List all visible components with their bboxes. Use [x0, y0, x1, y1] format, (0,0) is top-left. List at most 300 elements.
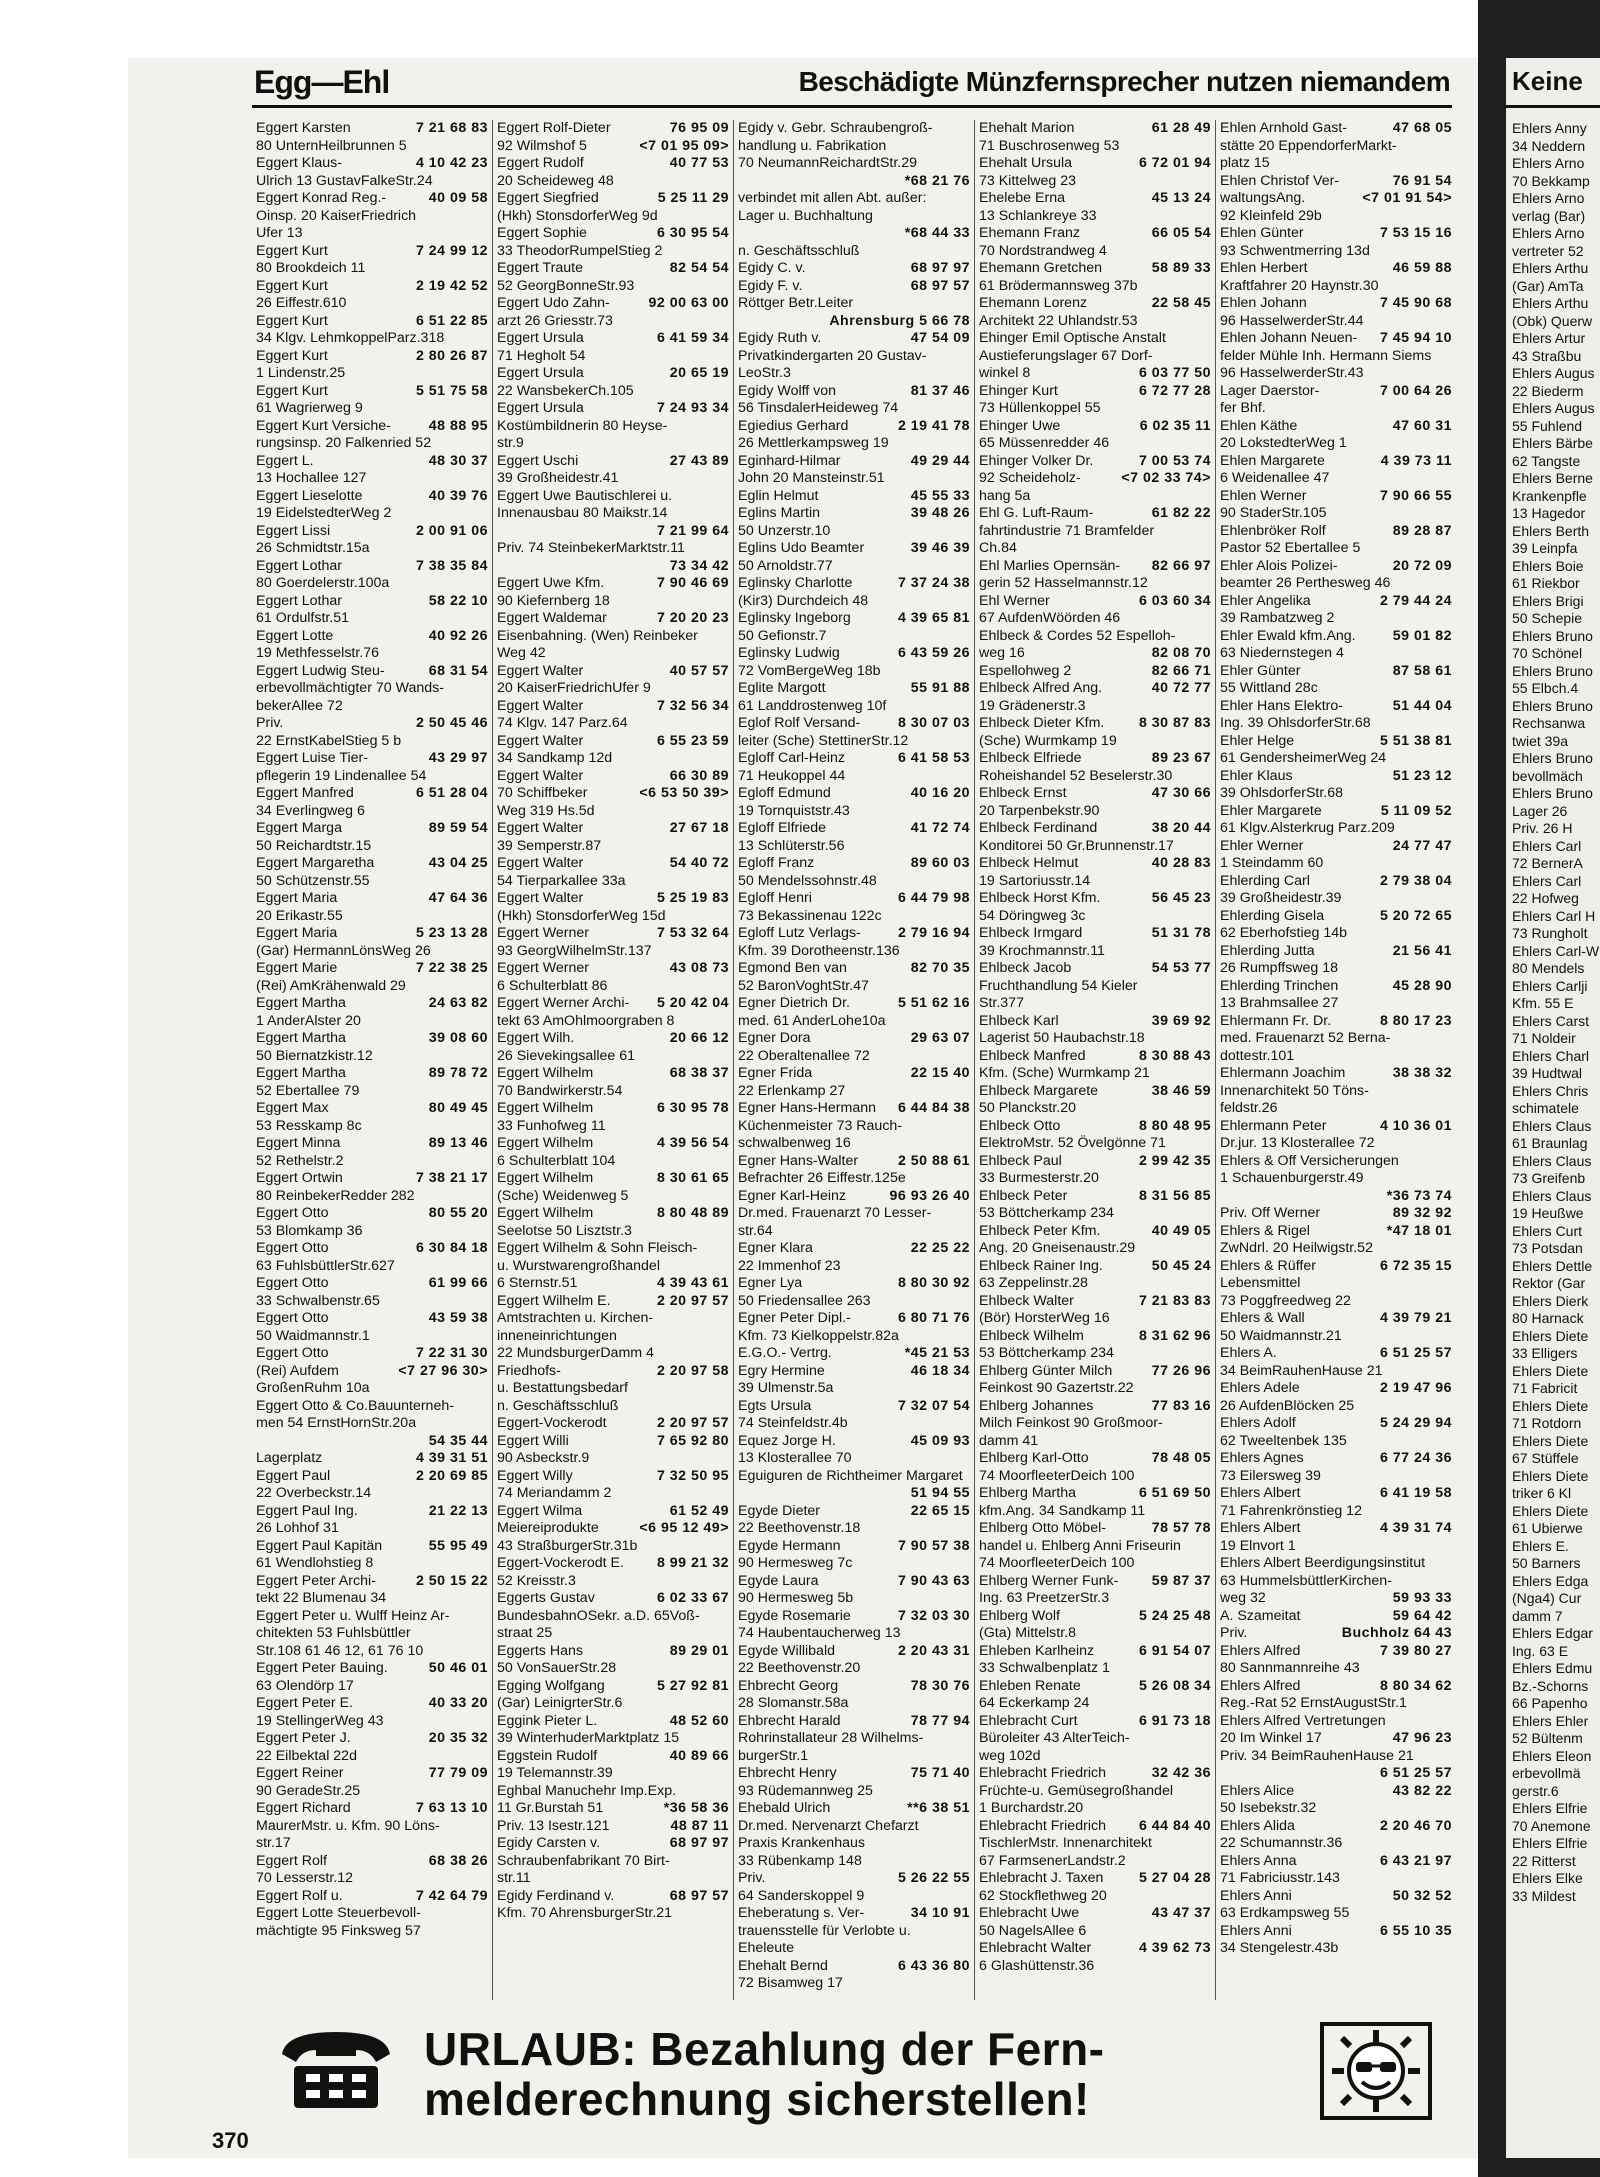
listing-phone-number: 21 22 13 — [428, 1502, 488, 1519]
listing-name: 90 GeradeStr.25 — [256, 1782, 361, 1799]
listing-name: 61 Ordulfstr.51 — [256, 610, 350, 626]
listing-phone-number: 82 66 71 — [1151, 662, 1211, 679]
listing-name: Ehlers Agnes — [1220, 1450, 1304, 1466]
listing-entry — [738, 733, 970, 751]
listing-name: 22 Beethovenstr.20 — [738, 1660, 861, 1676]
next-page-entry: Ehlers Bruno — [1512, 697, 1593, 714]
listing-entry — [1220, 575, 1452, 593]
listing-name: Ehinger Emil Optische Anstalt — [979, 330, 1166, 346]
listing-entry — [256, 190, 488, 208]
vacation-notice — [424, 2024, 1105, 2124]
listing-entry — [979, 1520, 1211, 1538]
listing-entry — [738, 225, 970, 243]
listing-name: 50 Friedensallee 263 — [738, 1292, 871, 1309]
listing-name: Ehinger Kurt — [979, 382, 1058, 399]
listing-phone-number: 7 20 20 23 — [656, 610, 729, 626]
listing-phone-number: 50 46 01 — [428, 1660, 488, 1676]
listing-entry — [497, 1293, 729, 1311]
listing-phone-number: 51 44 04 — [1392, 697, 1452, 714]
listing-name: Eggert Marie — [256, 960, 338, 976]
listing-phone-number: 43 82 22 — [1392, 1782, 1452, 1799]
listing-phone-number: 7 00 64 26 — [1379, 382, 1452, 399]
listing-phone-number: 2 20 97 58 — [656, 1362, 729, 1379]
listing-entry — [1220, 698, 1452, 716]
listing-entry — [256, 1310, 488, 1328]
listing-name: Egyde Hermann — [738, 1537, 841, 1554]
listing-phone-number: 6 80 71 76 — [897, 1310, 970, 1326]
next-page-entry: 73 Rungholt — [1512, 925, 1588, 941]
listing-name: Eggert Otto — [256, 1205, 329, 1221]
listing-entry — [979, 1065, 1211, 1083]
listing-entry — [979, 1818, 1211, 1836]
listing-name: Egner Klara — [738, 1240, 813, 1256]
listing-phone-number: 8 80 48 95 — [1138, 1117, 1211, 1134]
listing-entry — [738, 453, 970, 471]
listing-entry — [1220, 663, 1452, 681]
listing-entry — [979, 1590, 1211, 1608]
listing-phone-number: 89 29 01 — [669, 1642, 729, 1659]
listing-name: 6 Weidenallee 47 — [1220, 470, 1330, 486]
listing-entry — [497, 155, 729, 173]
next-page-rule — [1506, 105, 1600, 108]
listing-name: 33 Schwalbenstr.65 — [256, 1292, 380, 1309]
listing-name: Dr.jur. 13 Klosterallee 72 — [1220, 1135, 1375, 1151]
listing-entry — [497, 453, 729, 471]
listing-phone-number: 76 95 09 — [669, 120, 729, 136]
next-page-strip — [1506, 58, 1600, 2158]
listing-entry — [738, 1293, 970, 1311]
next-page-entry: Ehlers Boie — [1512, 557, 1584, 574]
listing-phone-number: 46 59 88 — [1392, 260, 1452, 276]
listing-entry — [1220, 1503, 1452, 1521]
listing-entry — [1220, 1205, 1452, 1223]
listing-name: 13 Brahmsallee 27 — [1220, 995, 1339, 1011]
listing-entry — [1220, 523, 1452, 541]
listing-entry — [497, 558, 729, 576]
page-header — [128, 58, 1478, 102]
listing-name: Ufer 13 — [256, 225, 303, 241]
listing-phone-number: 27 43 89 — [669, 452, 729, 469]
listing-phone-number: 7 39 80 27 — [1379, 1642, 1452, 1659]
listing-entry — [1220, 593, 1452, 611]
listing-name: beamter 26 Perthesweg 46 — [1220, 575, 1391, 591]
listing-name: Ehlerding Jutta — [1220, 942, 1315, 959]
listing-phone-number: 5 25 19 83 — [656, 890, 729, 906]
next-page-entry: twiet 39a — [1512, 732, 1569, 749]
listing-entry — [1220, 208, 1452, 226]
listing-entry — [738, 1240, 970, 1258]
listing-name: 90 StaderStr.105 — [1220, 505, 1327, 521]
listing-entry — [979, 680, 1211, 698]
listing-entry — [497, 1520, 729, 1538]
listing-entry — [738, 698, 970, 716]
listing-entry — [738, 873, 970, 891]
listing-name: fahrtindustrie 71 Bramfelder — [979, 522, 1155, 539]
listing-entry — [1220, 138, 1452, 156]
listing-phone-number: 5 26 22 55 — [897, 1870, 970, 1886]
listing-entry — [256, 628, 488, 646]
listing-entry — [497, 1363, 729, 1381]
listing-entry — [497, 1328, 729, 1346]
listing-entry — [738, 820, 970, 838]
listing-entry — [738, 1923, 970, 1941]
listing-name: (Hkh) StonsdorferWeg 9d — [497, 207, 658, 224]
listing-name: 20 Tarpenbekstr.90 — [979, 802, 1100, 819]
listing-name: Ehlbeck Peter Kfm. — [979, 1222, 1101, 1239]
listing-entry — [256, 1118, 488, 1136]
listing-name: Eggert Konrad Reg.- — [256, 190, 387, 206]
listing-name: Ehlen Käthe — [1220, 417, 1298, 434]
listing-entry — [497, 208, 729, 226]
listing-entry — [738, 330, 970, 348]
listing-column-4 — [975, 120, 1216, 2000]
listing-name: 90 Hermesweg 7c — [738, 1555, 853, 1571]
listing-entry — [1220, 1468, 1452, 1486]
listing-entry — [256, 943, 488, 961]
listing-name: (Kir3) Durchdeich 48 — [738, 592, 869, 609]
listing-name: 26 AufdenBlöcken 25 — [1220, 1397, 1355, 1414]
listing-entry — [1220, 1275, 1452, 1293]
listing-entry — [256, 383, 488, 401]
listing-entry — [1220, 190, 1452, 208]
listing-name: 92 Scheideholz- — [979, 470, 1081, 486]
listing-entry — [256, 1643, 488, 1661]
listing-phone-number: 22 65 15 — [910, 1502, 970, 1519]
listing-entry — [738, 1223, 970, 1241]
next-page-entry: Ehlers Arno — [1512, 225, 1585, 241]
next-page-entry: (Nga4) Cur — [1512, 1590, 1582, 1606]
listing-name: Ehlbeck Wilhelm — [979, 1327, 1084, 1344]
listing-name: 93 GeorgWilhelmStr.137 — [497, 942, 652, 959]
next-page-entry: 22 Ritterst — [1512, 1852, 1576, 1869]
listing-phone-number: 59 93 33 — [1392, 1590, 1452, 1606]
listing-name: Schraubenfabrikant 70 Birt- — [497, 1852, 670, 1869]
listing-name: Ehbrecht Henry — [738, 1765, 837, 1781]
listing-name: Eggert Kurt Versiche- — [256, 417, 391, 434]
listing-entry — [738, 680, 970, 698]
listing-name: 80 Sannmannreihe 43 — [1220, 1660, 1360, 1676]
listing-entry — [738, 1415, 970, 1433]
listing-entry — [1220, 1240, 1452, 1258]
listing-name: Ehlbeck Walter — [979, 1292, 1074, 1309]
listing-name: 70 NeumannReichardtStr.29 — [738, 155, 918, 171]
listing-name: 74 MoorfleeterDeich 100 — [979, 1555, 1135, 1571]
listing-entry — [979, 1030, 1211, 1048]
listing-name: Egidy Carsten v. — [497, 1835, 601, 1851]
listing-entry — [979, 733, 1211, 751]
listing-entry — [979, 663, 1211, 681]
listing-entry — [256, 1048, 488, 1066]
listing-entry — [738, 208, 970, 226]
listing-entry — [256, 1363, 488, 1381]
listing-entry — [1220, 943, 1452, 961]
next-page-entry: Ehlers Dettle — [1512, 1257, 1593, 1274]
listing-phone-number: 76 91 54 — [1392, 172, 1452, 189]
listing-entry — [497, 1573, 729, 1591]
listing-name: Ehlen Arnhold Gast- — [1220, 120, 1347, 136]
listing-phone-number: 47 30 66 — [1151, 785, 1211, 801]
listing-entry — [738, 488, 970, 506]
listing-name: Eggert Margaretha — [256, 855, 375, 871]
listing-entry — [497, 243, 729, 261]
listing-name: Eggert Richard — [256, 1800, 351, 1816]
listing-name: Eggert Rolf-Dieter — [497, 120, 611, 136]
listing-name: Ehlers & Rüffer — [1220, 1257, 1316, 1274]
listing-phone-number: 20 72 09 — [1392, 557, 1452, 574]
listing-entry — [497, 523, 729, 541]
listing-phone-number: 6 03 77 50 — [1138, 365, 1211, 381]
listing-phone-number: 2 20 46 70 — [1379, 1817, 1452, 1834]
listing-entry — [256, 680, 488, 698]
listing-name: bekerAllee 72 — [256, 697, 343, 714]
listing-name: Ehlers Alida — [1220, 1817, 1295, 1834]
listing-entry — [497, 225, 729, 243]
listing-phone-number: 2 20 97 57 — [656, 1415, 729, 1431]
listing-entry — [979, 1258, 1211, 1276]
listing-entry — [1220, 925, 1452, 943]
listing-name: Ehl Marlies Opernsän- — [979, 557, 1121, 574]
listing-name: 67 FarmsenerLandstr.2 — [979, 1852, 1126, 1869]
listing-phone-number: 8 30 07 03 — [897, 715, 970, 731]
listing-entry — [256, 1853, 488, 1871]
listing-name: Lebensmittel — [1220, 1275, 1301, 1291]
next-page-entry: Rektor (Gar — [1512, 1275, 1586, 1291]
listing-name: Egloff Franz — [738, 855, 815, 871]
listing-entry — [497, 960, 729, 978]
listing-entry — [256, 820, 488, 838]
next-page-entry: 71 Noldeir — [1512, 1030, 1576, 1046]
listing-entry — [256, 1013, 488, 1031]
listing-phone-number: 7 21 68 83 — [415, 120, 488, 136]
listing-entry — [256, 645, 488, 663]
next-page-entry: 62 Tangste — [1512, 452, 1581, 469]
next-page-entry: damm 7 — [1512, 1607, 1563, 1624]
listing-name: Küchenmeister 73 Rauch- — [738, 1117, 903, 1134]
listing-entry — [738, 663, 970, 681]
listing-name: 33 TheodorRumpelStieg 2 — [497, 242, 663, 259]
listing-phone-number: 7 22 31 30 — [415, 1345, 488, 1361]
listing-name: LeoStr.3 — [738, 365, 791, 381]
listing-entry — [738, 1153, 970, 1171]
listing-entry — [1220, 1380, 1452, 1398]
listing-name: Egts Ursula — [738, 1397, 812, 1414]
listing-name: Eggert Otto & Co.Bauunterneh- — [256, 1397, 454, 1414]
listing-entry — [738, 1398, 970, 1416]
listing-entry — [497, 278, 729, 296]
listing-name: Equez Jorge H. — [738, 1432, 836, 1449]
next-page-entry: Kfm. 55 E — [1512, 995, 1574, 1011]
next-page-entry: Ing. 63 E — [1512, 1642, 1569, 1659]
listing-entry — [1220, 1135, 1452, 1153]
listing-name: 50 Waidmannstr.21 — [1220, 1327, 1342, 1344]
listing-name: Lagerplatz — [256, 1450, 323, 1466]
listing-name: Röttger Betr.Leiter — [738, 295, 854, 311]
listing-phone-number: 5 20 72 65 — [1379, 907, 1452, 924]
listing-name: Dr.med. Nervenarzt Chefarzt — [738, 1817, 919, 1834]
listing-name: schwalbenweg 16 — [738, 1135, 851, 1151]
listing-name: 39 WinterhuderMarktplatz 15 — [497, 1730, 680, 1746]
listing-phone-number: 6 30 95 78 — [656, 1100, 729, 1116]
listing-entry — [738, 1275, 970, 1293]
listing-name: Ehler Hans Elektro- — [1220, 697, 1344, 714]
listing-name: Ch.84 — [979, 540, 1017, 556]
listing-name: waltungsAng. — [1220, 190, 1306, 206]
listing-entry — [497, 400, 729, 418]
listing-entry — [497, 1310, 729, 1328]
listing-entry — [1220, 1520, 1452, 1538]
listing-name: 6 Schulterblatt 86 — [497, 977, 608, 994]
listing-name: Amtstrachten u. Kirchen- — [497, 1310, 654, 1326]
listing-entry — [738, 890, 970, 908]
next-page-entry: 61 Braunlag — [1512, 1135, 1588, 1151]
listing-phone-number: 40 89 66 — [669, 1747, 729, 1764]
listing-name: 96 HasselwerderStr.44 — [1220, 312, 1364, 329]
listing-entry — [979, 1800, 1211, 1818]
listing-entry — [497, 1450, 729, 1468]
listing-entry — [1220, 1083, 1452, 1101]
listing-name: 61 Wendlohstieg 8 — [256, 1555, 374, 1571]
next-page-entry: Ehlers Anny — [1512, 120, 1587, 136]
listing-entry — [979, 645, 1211, 663]
listing-phone-number: 66 30 89 — [669, 767, 729, 784]
listing-entry — [497, 1240, 729, 1258]
listing-name: GroßenRuhm 10a — [256, 1380, 370, 1396]
listing-phone-number: 8 80 30 92 — [897, 1275, 970, 1291]
listing-entry — [256, 1083, 488, 1101]
listing-entry — [979, 365, 1211, 383]
listing-entry — [497, 540, 729, 558]
listing-entry — [256, 1135, 488, 1153]
listing-name: kfm.Ang. 34 Sandkamp 11 — [979, 1502, 1146, 1519]
listing-entry — [738, 418, 970, 436]
listing-entry — [497, 1345, 729, 1363]
listing-entry — [979, 943, 1211, 961]
listing-name: Fruchthandlung 54 Kieler — [979, 977, 1138, 994]
listing-name: Ehlers Adolf — [1220, 1415, 1296, 1431]
listing-name: Ehlebracht Uwe — [979, 1905, 1080, 1921]
listing-entry — [256, 1153, 488, 1171]
listing-entry — [1220, 453, 1452, 471]
listing-name: med. Frauenarzt 52 Berna- — [1220, 1030, 1391, 1046]
listing-entry — [256, 1695, 488, 1713]
listing-name: Eglinsky Charlotte — [738, 575, 853, 591]
next-page-entry: Ehlers Bärbe — [1512, 435, 1593, 451]
listing-entry — [497, 663, 729, 681]
listing-entry — [979, 120, 1211, 138]
listing-phone-number: 2 79 16 94 — [897, 925, 970, 941]
listing-entry — [1220, 1835, 1452, 1853]
listing-entry — [979, 1870, 1211, 1888]
listing-column-3 — [734, 120, 975, 2000]
listing-phone-number: 96 93 26 40 — [889, 1187, 970, 1204]
listing-name: Priv. — [738, 1870, 766, 1886]
listing-name: 19 Telemannstr.39 — [497, 1765, 613, 1781]
listing-name: Ehlebracht Curt — [979, 1712, 1078, 1729]
listing-name: 93 Rüdemannweg 25 — [738, 1782, 873, 1799]
listing-phone-number: 6 41 58 53 — [897, 750, 970, 766]
listing-name: Eheleute — [738, 1940, 795, 1956]
listing-entry — [1220, 1345, 1452, 1363]
listing-phone-number: 4 39 56 54 — [656, 1135, 729, 1151]
listing-entry — [979, 348, 1211, 366]
listing-name: Ehemann Lorenz — [979, 295, 1088, 311]
listing-entry — [738, 960, 970, 978]
telephone-icon — [276, 2026, 396, 2112]
listing-entry — [738, 1975, 970, 1993]
listing-phone-number: 6 91 54 07 — [1138, 1642, 1211, 1659]
listing-name: Egidy Ruth v. — [738, 330, 822, 346]
listing-name: 1 Lindenstr.25 — [256, 365, 346, 381]
listing-entry — [1220, 1223, 1452, 1241]
listing-name: 50 Reichardtstr.15 — [256, 837, 372, 854]
listing-name: weg 16 — [979, 645, 1025, 661]
listing-name: Eglins Martin — [738, 505, 821, 521]
listing-entry — [738, 1468, 970, 1486]
listing-phone-number: 2 20 43 31 — [897, 1642, 970, 1659]
listing-name: Eggert Willy — [497, 1467, 573, 1484]
next-page-entry: 55 Fuhlend — [1512, 417, 1583, 434]
listing-name: Lager u. Buchhaltung — [738, 207, 873, 224]
listing-phone-number: 32 42 36 — [1151, 1765, 1211, 1781]
listing-entry — [256, 470, 488, 488]
next-page-entry: Ehlers Eleon — [1512, 1747, 1592, 1764]
listing-name: burgerStr.1 — [738, 1747, 809, 1764]
listing-phone-number: 7 21 99 64 — [656, 522, 729, 539]
listing-entry — [979, 1765, 1211, 1783]
listing-phone-number: 40 57 57 — [669, 662, 729, 679]
listing-entry — [1220, 1695, 1452, 1713]
listing-entry — [1220, 1450, 1452, 1468]
listing-phone-number: 8 31 62 96 — [1138, 1327, 1211, 1344]
listing-entry — [497, 873, 729, 891]
listing-phone-number: 48 88 95 — [428, 417, 488, 434]
listing-entry — [497, 1748, 729, 1766]
next-page-entry: Ehlers Augus — [1512, 365, 1595, 381]
listing-name: 71 Buschrosenweg 53 — [979, 137, 1120, 154]
listing-entry — [1220, 820, 1452, 838]
listing-name: n. Geschäftsschluß — [738, 242, 860, 259]
listing-name: Kfm. 73 Kielkoppelstr.82a — [738, 1327, 899, 1344]
listing-name: 52 Ebertallee 79 — [256, 1082, 360, 1099]
listing-entry — [979, 925, 1211, 943]
listing-name: Dr.med. Frauenarzt 70 Lesser- — [738, 1205, 932, 1221]
listing-phone-number: 47 54 09 — [910, 330, 970, 346]
listing-phone-number: <7 01 91 54> — [1362, 190, 1452, 206]
listing-name: Eggert Martha — [256, 1065, 346, 1081]
listing-entry — [497, 1170, 729, 1188]
listing-name: Ehler Helge — [1220, 732, 1295, 749]
listing-entry — [979, 470, 1211, 488]
listing-name: Egidy F. v. — [738, 277, 803, 294]
listing-entry — [979, 1450, 1211, 1468]
listing-entry — [497, 190, 729, 208]
listing-name: 62 Stockflethweg 20 — [979, 1887, 1107, 1904]
listing-name: Ehler Klaus — [1220, 767, 1293, 784]
listing-entry — [979, 1135, 1211, 1153]
listing-entry — [979, 383, 1211, 401]
listing-name: 50 Schützenstr.55 — [256, 872, 370, 889]
listing-name: chitekten 53 Fuhlsbüttler — [256, 1625, 411, 1641]
listing-phone-number: 2 19 47 96 — [1379, 1380, 1452, 1396]
listing-entry — [979, 330, 1211, 348]
listing-name: 73 Hüllenkoppel 55 — [979, 400, 1101, 416]
listing-name: 73 Poggfreedweg 22 — [1220, 1292, 1351, 1309]
listing-name: Ehlers Alfred Vertretungen — [1220, 1712, 1386, 1729]
listing-phone-number: 40 09 58 — [428, 190, 488, 206]
listing-name: Eguiguren de Richtheimer Margaret — [738, 1467, 963, 1484]
listing-name: 22 Schumannstr.36 — [1220, 1835, 1343, 1851]
next-page-entry: Ehlers Carl-W — [1512, 942, 1600, 959]
